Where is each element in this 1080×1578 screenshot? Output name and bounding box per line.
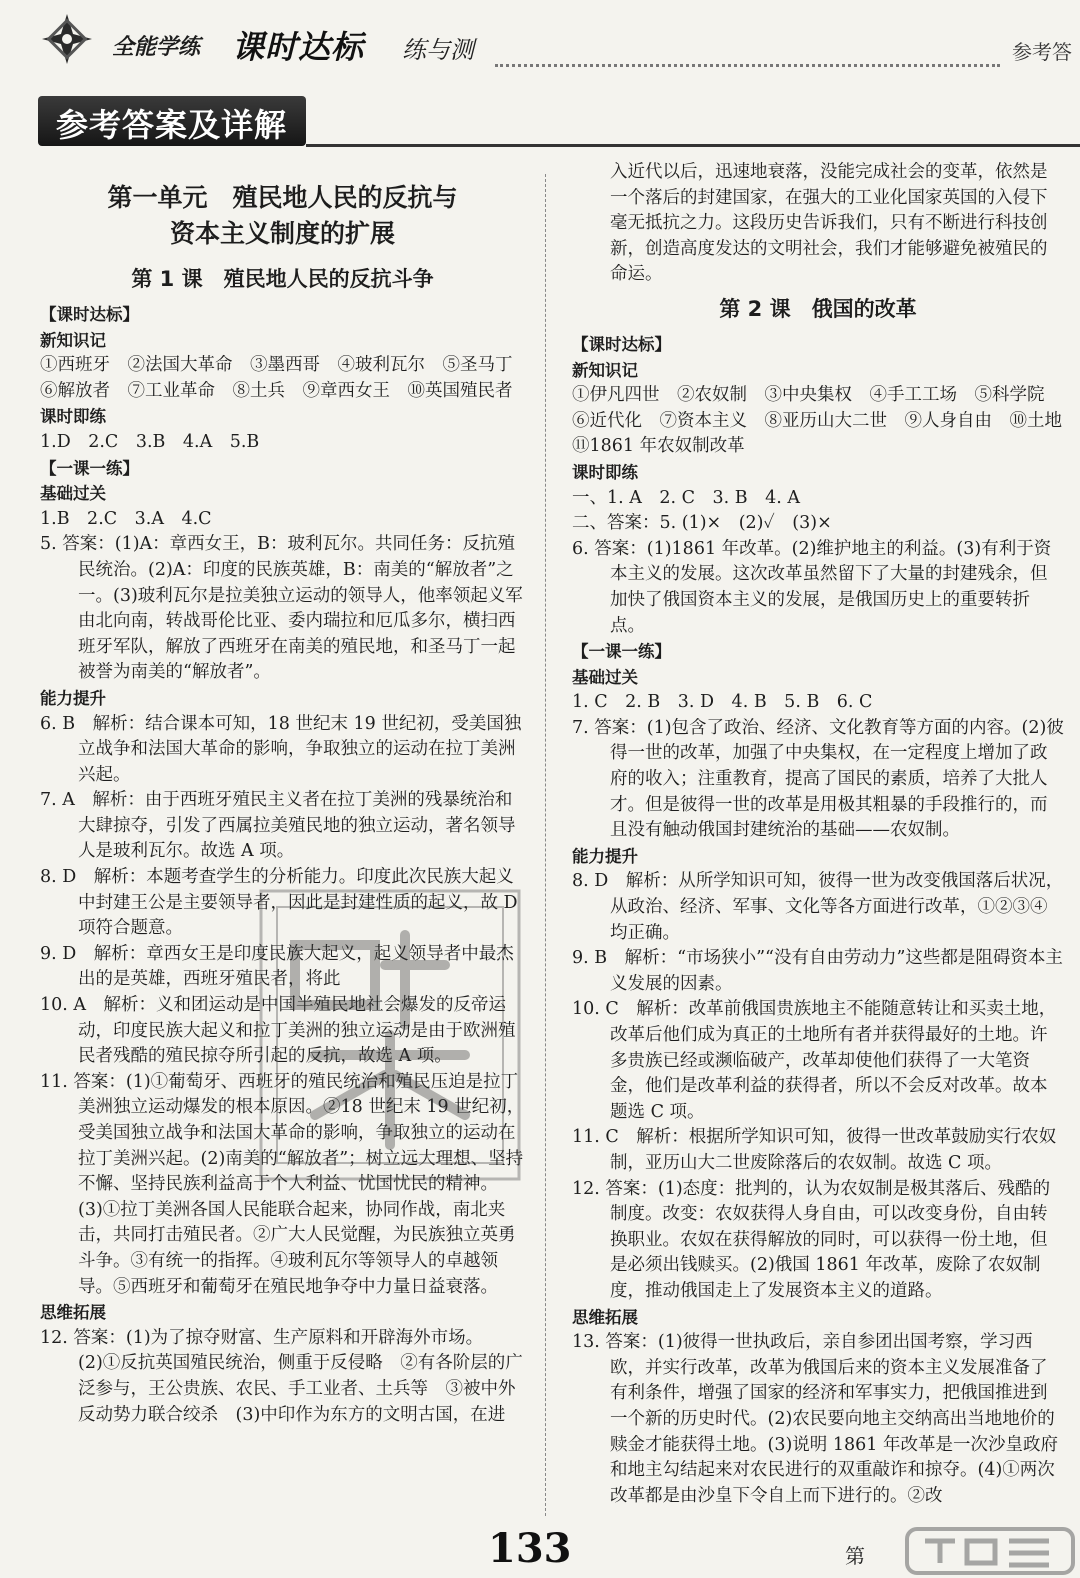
- answer-text: 1.B 2.C 3.A 4.C: [40, 508, 212, 529]
- subsection-heading: 新知识记: [40, 330, 106, 350]
- answer-item: 12. 答案：(1)为了掠夺财富、生产原料和开辟海外市场。(2)①反抗英国殖民统治，侧重于反侵略 ②有各阶层的广泛参与，王公贵族、农民、手工业者、土兵等 ③被中外反动势力联合绞杀 (3)中印作为东方的文明古国，在进: [40, 1327, 523, 1425]
- banner-title: 参考答案及详解: [56, 106, 288, 144]
- answer-item: 11. 答案：(1)①葡萄牙、西班牙的殖民统治和殖民压迫是拉丁美洲独立运动爆发的根本原因。②18 世纪末 19 世纪初，受美国独立战争和法国大革命的影响，争取独立的运动在拉丁美洲兴起。(2)南美的“解放者”；树立远大理想、坚持不懈、坚持民族利益高于个人利益、忧国忧民的精神。(3)①拉丁美洲各国人民能联合起来，协同作战，南北夹击，共同打击殖民者。②广大人民觉醒，为民族独立英勇斗争。③有统一的指挥。④玻利瓦尔等领导人的卓越领导。⑤西班牙和葡萄牙在殖民地争夺中力量日益衰落。: [40, 1071, 525, 1297]
- page-number: 133: [488, 1525, 572, 1572]
- answer-item: 9. D 解析：章西女王是印度民族大起义，起义领导者中最杰出的是英雄，西班牙殖民者，将此: [40, 943, 514, 990]
- subsection-heading: 能力提升: [572, 846, 638, 866]
- answer-item: 8. D 解析：从所学知识可知，彼得一世为改变俄国落后状况，从政治、经济、军事、文化等各方面进行改革，①②③④均正确。: [572, 871, 1064, 943]
- answer-text: 二、答案：5. (1)× (2)✓ (3)×: [572, 513, 832, 534]
- answer-item: 6. 答案：(1)1861 年改革。(2)维护地主的利益。(3)有利于资本主义的发展。这次改革虽然留下了大量的封建残余，但加快了俄国资本主义的发展，是俄国历史上的重要转折点。: [572, 538, 1052, 636]
- subsection-heading: 能力提升: [40, 688, 106, 708]
- section-heading: 【一课一练】: [572, 642, 671, 662]
- subsection-heading: 基础过关: [572, 667, 638, 687]
- left-column: [40, 160, 530, 1428]
- lesson-title: 第 1 课 殖民地人民的反抗斗争: [131, 267, 434, 291]
- subsection-heading: 课时即练: [572, 462, 638, 482]
- subsection-heading: 基础过关: [40, 484, 106, 504]
- answer-text: ①西班牙 ②法国大革命 ③墨西哥 ④玻利瓦尔 ⑤圣马丁 ⑥解放者 ⑦工业革命 ⑧土兵 ⑨章西女王 ⑩英国殖民者: [40, 355, 530, 401]
- subsection-heading: 思维拓展: [40, 1303, 106, 1323]
- answer-item: 11. C 解析：根据所学知识可知，彼得一世改革鼓励实行农奴制，亚历山大二世废除落后的农奴制。故选 C 项。: [572, 1127, 1057, 1173]
- answer-item: 10. C 解析：改革前俄国贵族地主不能随意转让和买卖土地，改革后他们成为真正的土地所有者并获得最好的土地。许多贵族已经或濒临破产，改革却使他们获得了一大笔资金，他们是改革利益的获得者，所以不会反对改革。故本题选 C 项。: [572, 999, 1057, 1122]
- section-heading: 【课时达标】: [572, 334, 671, 354]
- answer-item: 7. 答案：(1)包含了政治、经济、文化教育等方面的内容。(2)彼得一世的改革，加强了中央集权，在一定程度上增加了政府的收入；注重教育，提高了国民的素质，培养了大批人才。但是彼得一世的改革是用极其粗暴的手段推行的，而且没有触动俄国封建统治的基础——农奴制。: [572, 717, 1064, 841]
- banner-rule: [306, 144, 1080, 147]
- answer-item: 6. B 解析：结合课本可知，18 世纪末 19 世纪初，受美国独立战争和法国大革命的影响，争取独立的运动在拉丁美洲兴起。: [40, 713, 522, 785]
- brand-subtitle: 练与测: [402, 36, 474, 64]
- header-section-label: 参考答: [1012, 40, 1072, 64]
- answer-text: 1. C 2. B 3. D 4. B 5. B 6. C: [572, 692, 873, 713]
- brand-series: 课时达标: [232, 28, 365, 66]
- right-column: [572, 160, 1080, 1509]
- brand-name: 全能学练: [112, 35, 201, 60]
- header-dotted-rule: [495, 64, 1000, 67]
- section-banner: [38, 96, 306, 146]
- subsection-heading: 课时即练: [40, 407, 106, 427]
- answer-item: 5. 答案：(1)A：章西女王，B：玻利瓦尔。共同任务：反抗殖民统治。(2)A：印度的民族英雄，B：南美的“解放者”之一。(3)玻利瓦尔是拉美独立运动的领导人，他率领起义军由北向南，转战哥伦比亚、委内瑞拉和厄瓜多尔，横扫西班牙军队，解放了西班牙在南美的殖民地，和圣马丁一起被誉为南美的“解放者”。: [40, 534, 523, 683]
- unit-title: 第一单元 殖民地人民的反抗与 资本主义制度的扩展: [107, 183, 458, 248]
- logo-icon: [40, 12, 94, 66]
- subsection-heading: 新知识记: [572, 360, 638, 380]
- answer-item: 7. A 解析：由于西班牙殖民主义者在拉丁美洲的残暴统治和大肆掠夺，引发了西属拉美殖民地的独立运动，著名领导人是玻利瓦尔。故选 A 项。: [40, 790, 516, 862]
- answer-item: 9. B 解析：“市场狭小”“没有自由劳动力”这些都是阻碍资本主义发展的因素。: [572, 948, 1063, 994]
- site-watermark-icon: [905, 1525, 1075, 1577]
- section-heading: 【课时达标】: [40, 305, 139, 324]
- answer-text: 一、1. A 2. C 3. B 4. A: [572, 487, 801, 508]
- column-divider: [545, 174, 546, 1516]
- answer-item: 12. 答案：(1)态度：批判的，认为农奴制是极其落后、残酷的制度。改变：农奴获得人身自由，可以改变身份，自由转换职业。农奴在获得解放的同时，可以获得一份土地，但是必须出钱赎买。(2)俄国 1861 年改革，废除了农奴制度，推动俄国走上了发展资本主义的道路。: [572, 1178, 1051, 1301]
- lesson-title: 第 2 课 俄国的改革: [719, 296, 917, 321]
- section-heading: 【一课一练】: [40, 458, 139, 478]
- answer-item: 8. D 解析：本题考查学生的分析能力。印度此次民族大起义中封建王公是主要领导者，因此是封建性质的起义，故 D 项符合题意。: [40, 867, 518, 939]
- answer-continuation: 入近代以后，迅速地衰落，没能完成社会的变革，依然是一个落后的封建国家，在强大的工业化国家英国的入侵下毫无抵抗之力。这段历史告诉我们，只有不断进行科技创新，创造高度发达的文明社会，我们才能够避免被殖民的命运。: [610, 162, 1048, 285]
- answer-item: 10. A 解析：义和团运动是中国半殖民地社会爆发的反帝运动，印度民族大起义和拉丁美洲的独立运动是由于欧洲殖民者残酷的殖民掠夺所引起的反抗，故选 A 项。: [40, 995, 516, 1067]
- answer-item: 13. 答案：(1)彼得一世执政后，亲自参团出国考察，学习西欧，并实行改革，改革为俄国后来的资本主义发展准备了有利条件，增强了国家的经济和军事实力，把俄国推进到一个新的历史时代。(2)农民要向地主交纳高出当地地价的赎金才能获得土地。(3)说明 1861 年改革是一次沙皇政府和地主勾结起来对农民进行的双重敲诈和掠夺。(4)①两次改革都是由沙皇下令自上而下进行的。②改: [572, 1332, 1058, 1506]
- answer-text: ①伊凡四世 ②农奴制 ③中央集权 ④手工工场 ⑤科学院 ⑥近代化 ⑦资本主义 ⑧亚历山大二世 ⑨人身自由 ⑩土地 ⑪1861 年农奴制改革: [572, 385, 1080, 457]
- footer-label: 第: [845, 1544, 865, 1568]
- subsection-heading: 思维拓展: [572, 1307, 638, 1327]
- page-header: [0, 0, 1080, 84]
- watermark-stamp-icon: [255, 885, 525, 1185]
- answer-text: 1.D 2.C 3.B 4.A 5.B: [40, 431, 260, 452]
